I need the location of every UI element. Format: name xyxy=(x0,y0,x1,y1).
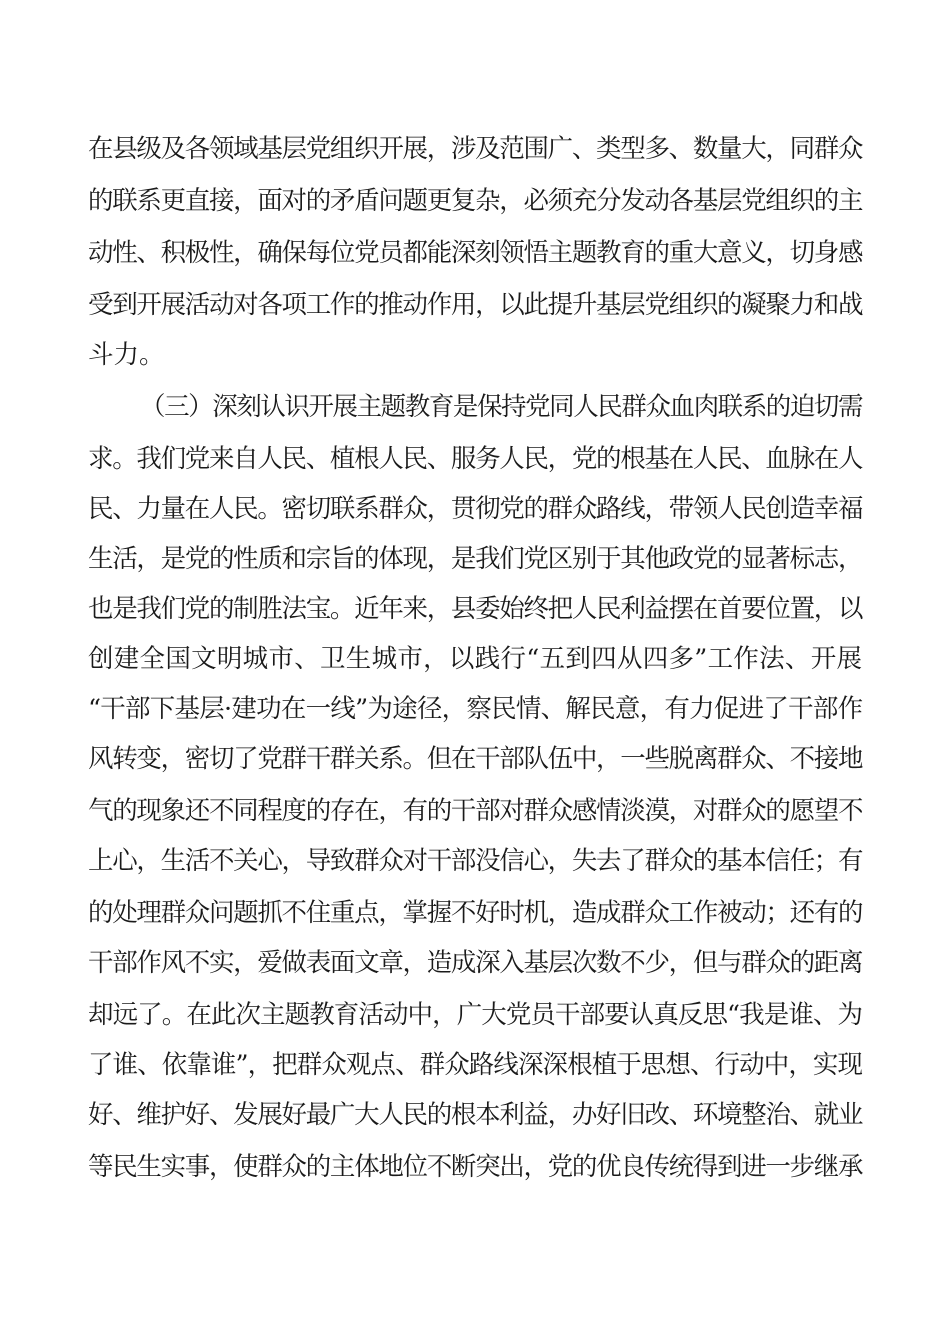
text-line: 动性、积极性，确保每位党员都能深刻领悟主题教育的重大意义，切身感 xyxy=(88,238,862,268)
text-line: 了谁、依靠谁”，把群众观点、群众路线深深根植于思想、行动中，实现 xyxy=(88,1050,862,1080)
text-line: 受到开展活动对各项工作的推动作用，以此提升基层党组织的凝聚力和战 xyxy=(88,290,862,320)
text-line: “干部下基层·建功在一线”为途径，察民情、解民意，有力促进了干部作 xyxy=(88,694,863,724)
text-line: 也是我们党的制胜法宝。近年来，县委始终把人民利益摆在首要位置，以 xyxy=(88,594,862,624)
text-line: 风转变，密切了党群干群关系。但在干部队伍中，一些脱离群众、不接地 xyxy=(88,744,862,774)
text-line: 却远了。在此次主题教育活动中，广大党员干部要认真反思“我是谁、为 xyxy=(88,1000,862,1030)
text-line: 民、力量在人民。密切联系群众，贯彻党的群众路线，带领人民创造幸福 xyxy=(88,494,862,524)
text-line: 斗力。 xyxy=(88,340,165,370)
text-line: 的处理群众问题抓不住重点，掌握不好时机，造成群众工作被动；还有的 xyxy=(88,898,862,928)
text-line: 上心，生活不关心，导致群众对干部没信心，失去了群众的基本信任；有 xyxy=(88,846,862,876)
text-line: 求。我们党来自人民、植根人民、服务人民，党的根基在人民、血脉在人 xyxy=(88,444,862,474)
text-line: 生活，是党的性质和宗旨的体现，是我们党区别于其他政党的显著标志， xyxy=(88,544,862,574)
text-line: 创建全国文明城市、卫生城市，以践行“五到四从四多”工作法、开展 xyxy=(88,644,862,674)
text-line: 气的现象还不同程度的存在，有的干部对群众感情淡漠，对群众的愿望不 xyxy=(88,796,862,826)
text-line: 干部作风不实，爱做表面文章，造成深入基层次数不少，但与群众的距离 xyxy=(88,948,862,978)
text-line: 好、维护好、发展好最广大人民的根本利益，办好旧改、环境整治、就业 xyxy=(88,1100,862,1130)
text-line: 等民生实事，使群众的主体地位不断突出，党的优良传统得到进一步继承 xyxy=(88,1152,862,1182)
section-heading-line: （三）深刻认识开展主题教育是保持党同人民群众血肉联系的迫切需 xyxy=(140,392,862,422)
text-line: 的联系更直接，面对的矛盾问题更复杂，必须充分发动各基层党组织的主 xyxy=(88,186,862,216)
text-line: 在县级及各领域基层党组织开展，涉及范围广、类型多、数量大，同群众 xyxy=(88,134,862,164)
